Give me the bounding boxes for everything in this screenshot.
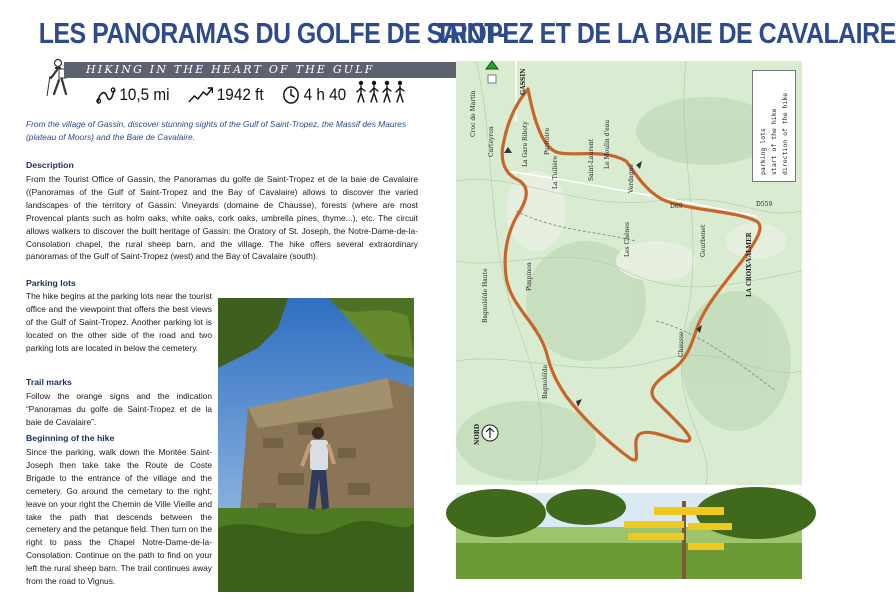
distance-value: 10,5 mi: [119, 85, 170, 104]
duration-value: 4 h 40: [303, 85, 346, 104]
map-label-carteyron: Carteyron: [488, 126, 495, 157]
beginning-text: Since the parking, walk down the Montée Saint-Joseph then take take the Route de Coste Brigade to the entrance of the village and the cemetery. Go around the cemetary to the right; leave on your right the Chemin de Ville Vieille and take the path that descends between the cemetery and the petanque field. Then turn on the right to pass the Chapel Notre-Dame-de-la-Consolation. Continue on the path to find on your left the rural sheep barn. The trail continues away from the road to Vignus.: [26, 447, 212, 587]
map-label-d89: D89: [670, 203, 683, 210]
map-label-gourbenet: Gourbenet: [700, 224, 707, 257]
elevation-stat: [188, 85, 264, 105]
signpost-photo: [456, 493, 802, 579]
map-label-moulin: Le Moulin d'eau: [604, 119, 611, 169]
parking-heading: Parking lots: [26, 278, 76, 288]
map-label-tuiliere: La Tuilière: [552, 155, 559, 189]
map-label-puritoire: Puritoire: [544, 127, 551, 155]
map-label-riboty: Riboty: [522, 121, 529, 141]
parking-text: The hike begins at the parking lots near the tourist office and the viewpoint that offers the best views of the Gulf of Saint-Tropez. Another parking lot is located on the other side of the road and two parking lots are located in below the cemetery.: [26, 291, 212, 353]
intro-text: From the village of Gassin, discover stunning sights of the Gulf of Saint-Tropez, the Massif des Maures (plateau of Moors) and the Baie de Cavalaire.: [26, 119, 407, 142]
trail-marks-heading: Trail marks: [26, 377, 72, 387]
map-label-croix-valmer: LA CROIX-VALMER: [746, 232, 753, 297]
map-label-bagnoleide: Bagnoléïde: [542, 364, 549, 399]
title-part2: TROPEZ ET DE LA BAIE DE CAVALAIRE: [435, 18, 896, 50]
map-label-d559: D559: [756, 201, 773, 208]
legend-parking: parking lots: [759, 128, 767, 175]
map-label-pimpinon: Pimpinon: [526, 262, 533, 291]
duration-stat: [282, 85, 346, 105]
distance-stat: [96, 85, 170, 105]
map-label-saint-laurent: Saint-Laurent: [588, 138, 595, 181]
route-map: [456, 61, 802, 485]
trail-marks-text: Follow the orange signs and the indication “Panoramas du golfe de Saint-Tropez et de la baie de Cavalaire”.: [26, 391, 212, 427]
clock-icon: [282, 85, 300, 105]
description-heading: Description: [26, 160, 74, 170]
difficulty-hikers-icon: [356, 80, 408, 104]
legend-start: start of the hike: [770, 108, 778, 175]
map-label-la-gare: La Gare: [522, 142, 529, 167]
map-label-chausse: Chausse: [678, 331, 685, 357]
map-label-verdagne: Verdagne: [628, 164, 635, 193]
map-label-les-chenes: Les Chênes: [624, 221, 631, 257]
trail-photo: [218, 298, 414, 592]
hike-stats: [96, 82, 353, 108]
description-text: From the Tourist Office of Gassin, the Panoramas du golfe de Saint-Tropez et de la baie de Cavalaire ((Panoramas of the Gulf of Saint-Tropez and the Bay of Cavalaire) allows to discover the varied landscapes of the territory of Gassin: Vineyards (domaine de Chausse), forests (where are most Provencal plants such as holm oaks, white oaks, cork oaks, umbrella pines, thyme...), etc. The circuit allows walkers to discover the built heritage of Gassin: the Oratory of St. Joseph, the Notre-Dame-de-la-Consolation chapel, the rural sheep barn, and the village. The hike offers several extraordinary panoramas of the Gulf of Saint-Tropez (west) and the Bay of Cavalaire (south).: [26, 174, 418, 262]
page-title: [0, 14, 896, 54]
elevation-value: 1942 ft: [216, 85, 264, 104]
legend-direction: direction of the hike: [781, 92, 789, 175]
map-label-bagnoleide-haute: Bagnoléïde Haute: [482, 268, 489, 323]
distance-icon: [96, 86, 116, 104]
map-label-gassin: GASSIN: [520, 68, 527, 95]
title-part1: LES PANORAMAS DU GOLFE DE SAINT-: [38, 18, 506, 50]
subtitle-banner: HIKING IN THE HEART OF THE GULF: [64, 62, 456, 78]
map-legend: [752, 70, 796, 182]
map-label-nord: NORD: [474, 424, 481, 445]
elevation-icon: [188, 86, 213, 104]
map-label-croc: Croc de Martin: [470, 90, 477, 137]
beginning-heading: Beginning of the hike: [26, 433, 115, 443]
